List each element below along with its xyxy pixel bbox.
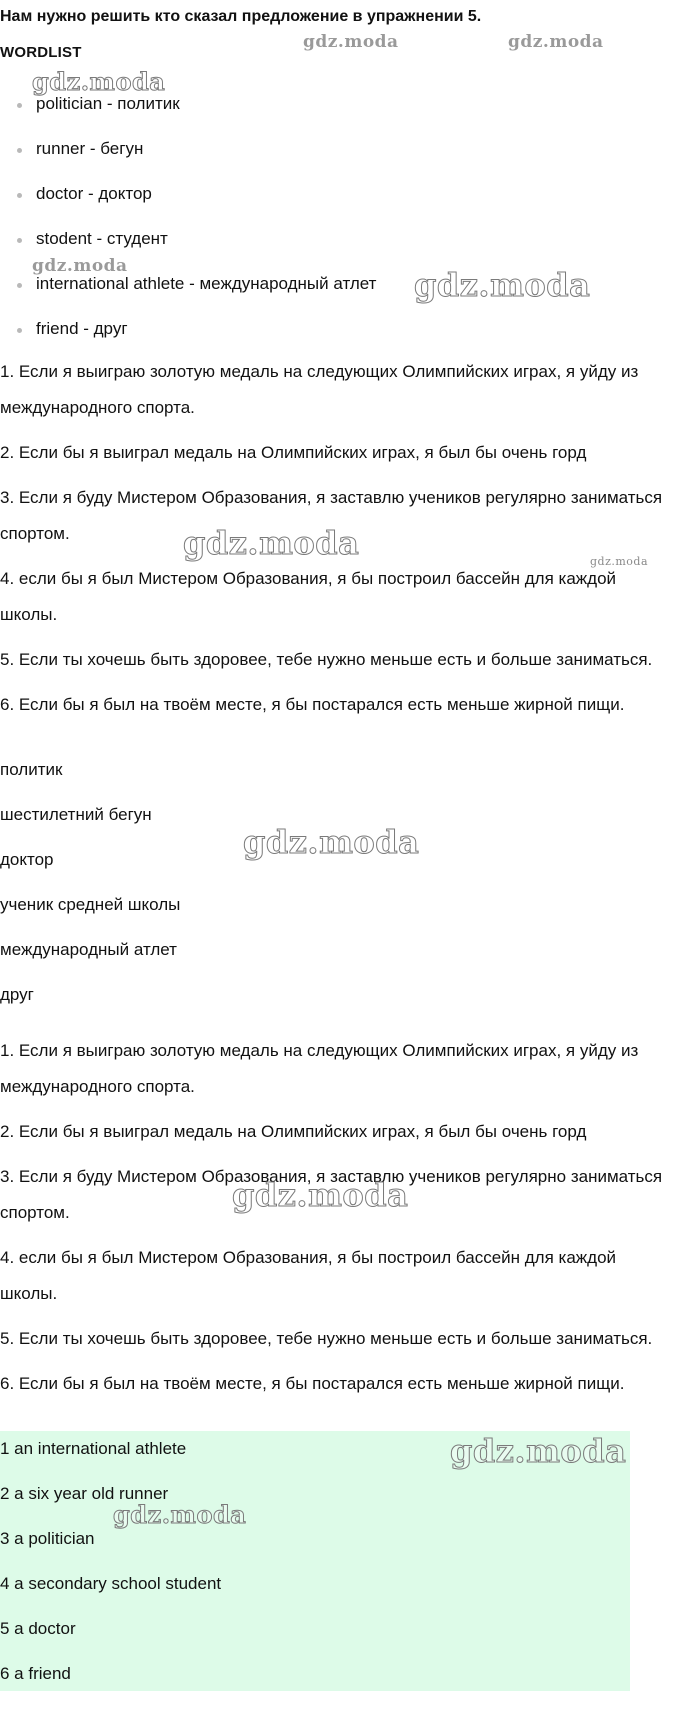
role-item: международный атлет bbox=[0, 940, 177, 959]
role-item: шестилетний бегун bbox=[0, 805, 152, 824]
sentence: 3. Если я буду Мистером Образования, я заставлю учеников регулярно заниматься спортом. bbox=[0, 488, 663, 543]
wordlist-item bbox=[0, 137, 600, 182]
sentence-list-second bbox=[0, 1033, 680, 1411]
sentence: 6. Если бы я был на твоём месте, я бы постарался есть меньше жирной пищи. bbox=[0, 1374, 625, 1393]
bullet-icon bbox=[17, 148, 22, 153]
watermark: gdz.moda bbox=[243, 823, 420, 861]
watermark: gdz.moda bbox=[32, 256, 128, 276]
watermark: gdz.moda bbox=[590, 555, 649, 568]
bullet-icon bbox=[17, 328, 22, 333]
bullet-icon bbox=[17, 103, 22, 108]
wordlist-item-text: international athlete - международный атлет bbox=[36, 274, 377, 293]
answer-box bbox=[0, 1431, 630, 1691]
wordlist-item bbox=[0, 182, 600, 227]
role-list bbox=[0, 758, 180, 1028]
watermark: gdz.moda bbox=[113, 1500, 247, 1529]
answer-item: 4 a secondary school student bbox=[0, 1574, 222, 1593]
sentence: 3. Если я буду Мистером Образования, я заставлю учеников регулярно заниматься спортом. bbox=[0, 1167, 663, 1222]
sentence: 2. Если бы я выиграл медаль на Олимпийских играх, я был бы очень горд bbox=[0, 443, 587, 462]
bullet-icon bbox=[17, 238, 22, 243]
answer-item: 6 a friend bbox=[0, 1664, 71, 1683]
watermark: gdz.moda bbox=[508, 32, 604, 52]
wordlist bbox=[0, 92, 600, 362]
watermark: gdz.moda bbox=[183, 524, 360, 562]
wordlist-item-text: stodent - студент bbox=[36, 229, 168, 248]
sentence: 5. Если ты хочешь быть здоровее, тебе нужно меньше есть и больше заниматься. bbox=[0, 650, 653, 669]
sentence: 1. Если я выиграю золотую медаль на следующих Олимпийских играх, я уйду из международного спорта. bbox=[0, 362, 639, 417]
wordlist-item-text: doctor - доктор bbox=[36, 184, 152, 203]
answer-item: 2 a six year old runner bbox=[0, 1484, 169, 1503]
sentence: 4. если бы я был Мистером Образования, я бы построил бассейн для каждой школы. bbox=[0, 1248, 617, 1303]
sentence: 6. Если бы я был на твоём месте, я бы постарался есть меньше жирной пищи. bbox=[0, 695, 625, 714]
intro-heading: Нам нужно решить кто сказал предложение в упражнении 5. bbox=[0, 8, 482, 25]
bullet-icon bbox=[17, 193, 22, 198]
answer-item: 1 an international athlete bbox=[0, 1439, 187, 1458]
watermark: gdz.moda bbox=[450, 1432, 627, 1470]
sentence: 2. Если бы я выиграл медаль на Олимпийских играх, я был бы очень горд bbox=[0, 1122, 587, 1141]
role-item: ученик средней школы bbox=[0, 895, 181, 914]
answer-item: 5 a doctor bbox=[0, 1619, 76, 1638]
bullet-icon bbox=[17, 283, 22, 288]
watermark: gdz.moda bbox=[32, 67, 166, 96]
wordlist-item-text: politician - политик bbox=[36, 94, 180, 113]
watermark: gdz.moda bbox=[303, 32, 399, 52]
sentence: 5. Если ты хочешь быть здоровее, тебе нужно меньше есть и больше заниматься. bbox=[0, 1329, 653, 1348]
watermark: gdz.moda bbox=[232, 1176, 409, 1214]
role-item: друг bbox=[0, 985, 34, 1004]
watermark: gdz.moda bbox=[414, 266, 591, 304]
sentence: 1. Если я выиграю золотую медаль на следующих Олимпийских играх, я уйду из международного спорта. bbox=[0, 1041, 639, 1096]
wordlist-heading: WORDLIST bbox=[0, 44, 82, 61]
sentence: 4. если бы я был Мистером Образования, я бы построил бассейн для каждой школы. bbox=[0, 569, 617, 624]
wordlist-item bbox=[0, 92, 600, 137]
role-item: политик bbox=[0, 760, 63, 779]
role-item: доктор bbox=[0, 850, 54, 869]
answer-item: 3 a politician bbox=[0, 1529, 95, 1548]
wordlist-item-text: friend - друг bbox=[36, 319, 128, 338]
wordlist-item-text: runner - бегун bbox=[36, 139, 144, 158]
